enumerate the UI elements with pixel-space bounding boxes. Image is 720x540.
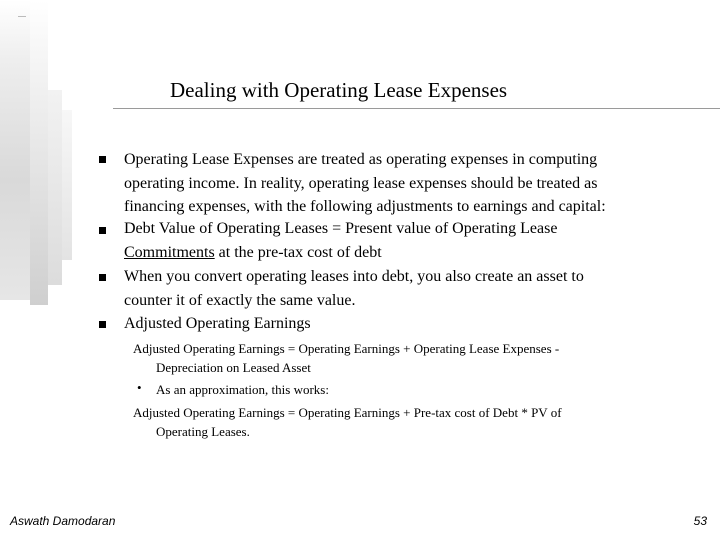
bullet-line: Operating Lease Expenses are treated as operating expenses in computing	[124, 151, 598, 168]
dot-bullet-icon: •	[137, 380, 142, 395]
decorative-bar	[30, 0, 48, 305]
slide-title: Dealing with Operating Lease Expenses	[170, 78, 508, 102]
corner-mark	[18, 16, 26, 17]
square-bullet-icon	[99, 227, 106, 234]
formula-line: Depreciation on Leased Asset	[156, 360, 311, 375]
formula-line: Operating Leases.	[156, 424, 250, 439]
bullet-line: financing expenses, with the following adjustments to earnings and capital:	[124, 198, 606, 215]
bullet-item	[124, 312, 684, 336]
bullet-item	[124, 265, 684, 312]
bullet-line: operating income. In reality, operating lease expenses should be treated as	[124, 174, 598, 192]
decorative-bar	[48, 90, 62, 285]
decorative-bar	[62, 110, 72, 260]
formula-line: Adjusted Operating Earnings = Operating Earnings + Pre-tax cost of Debt * PV of	[133, 405, 562, 420]
bullet-line: Debt Value of Operating Leases = Present value of Operating Lease	[124, 220, 558, 237]
underlined-term: Commitments	[124, 243, 215, 261]
sub-bullet-text: As an approximation, this works:	[156, 382, 329, 397]
square-bullet-icon	[99, 321, 106, 328]
bullet-line-rest: at the pre-tax cost of debt	[214, 243, 382, 261]
bullet-item	[124, 217, 684, 264]
footer-author: Aswath Damodaran	[10, 514, 116, 528]
bullet-line	[124, 241, 684, 265]
decorative-bar	[0, 0, 30, 300]
bullet-line: When you convert operating leases into debt, you also create an asset to	[124, 268, 584, 285]
square-bullet-icon	[99, 274, 106, 281]
title-divider	[113, 108, 720, 109]
bullet-item	[124, 148, 684, 219]
bullet-line: counter it of exactly the same value.	[124, 291, 356, 309]
formula-line: Adjusted Operating Earnings = Operating Earnings + Operating Lease Expenses -	[133, 341, 560, 356]
bullet-line: Adjusted Operating Earnings	[124, 315, 311, 332]
square-bullet-icon	[99, 156, 106, 163]
page-number: 53	[693, 514, 707, 528]
